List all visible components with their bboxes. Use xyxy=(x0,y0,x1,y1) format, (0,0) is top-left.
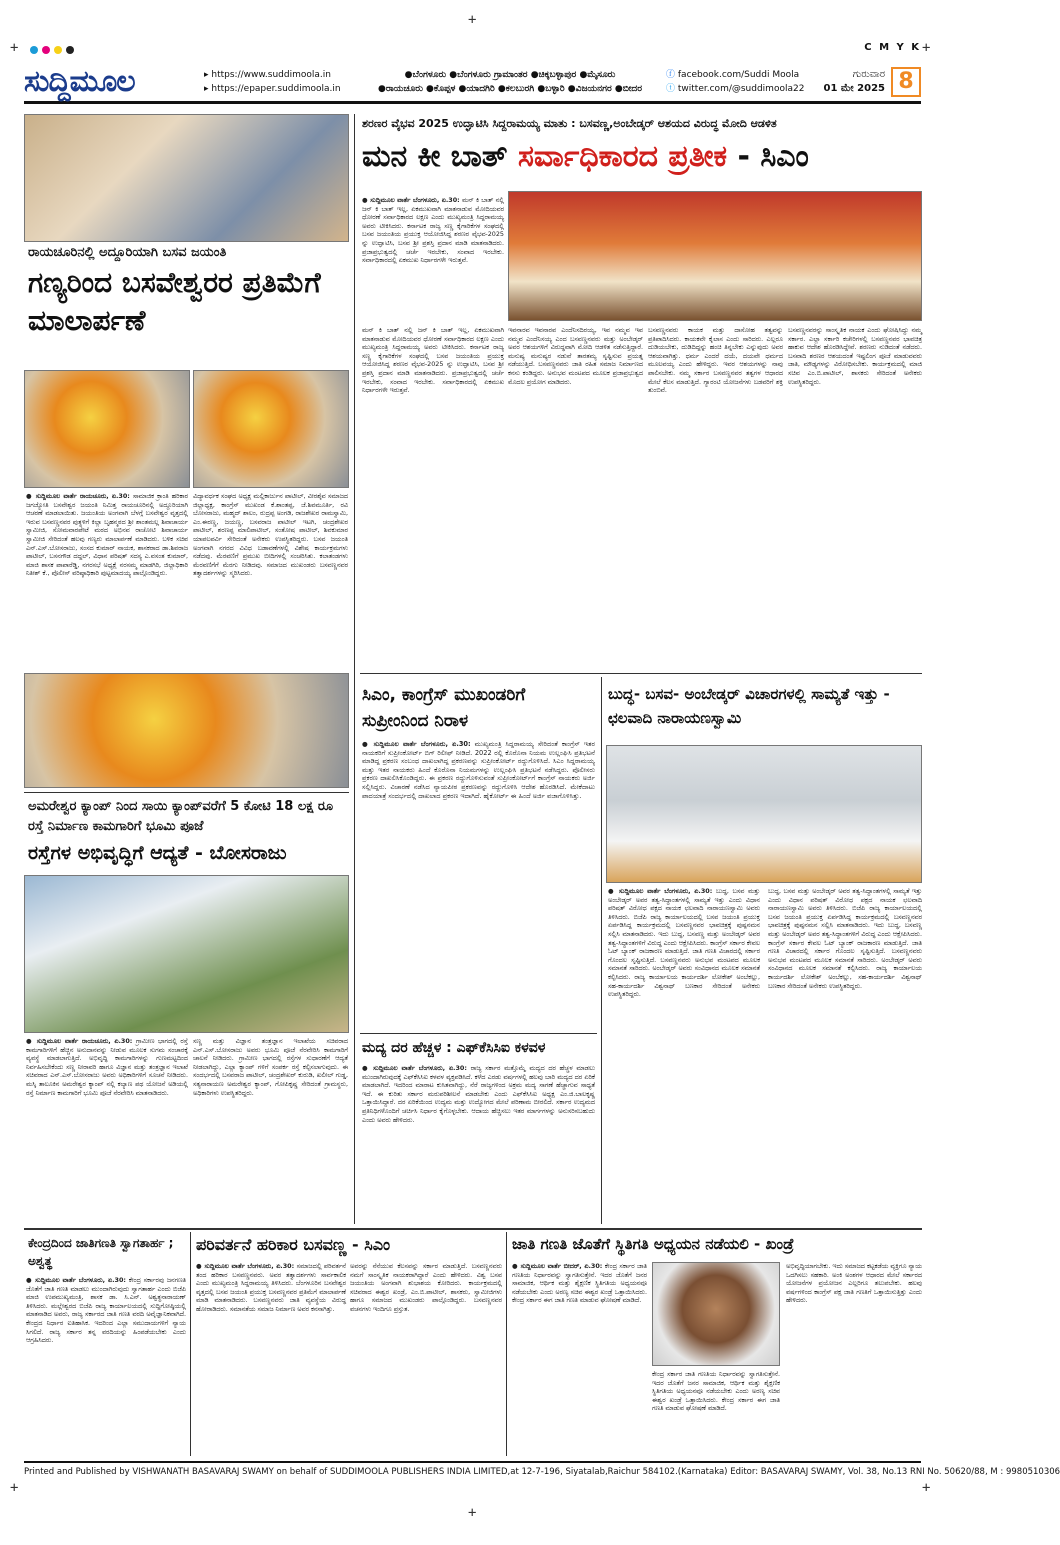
story6-headline: ಬುದ್ಧ- ಬಸವ- ಅಂಬೇಡ್ಕರ್ ವಿಚಾರಗಳಲ್ಲಿ ಸಾಮ್ಯತೆ ಇತ್ತು - ಛಲವಾದಿ ನಾರಾಯಣಸ್ವಾಮಿ xyxy=(608,685,890,727)
story8-headline: ಪರಿವರ್ತನೆ ಹರಿಕಾರ ಬಸವಣ್ಣ - ಸಿಎಂ xyxy=(196,1235,391,1254)
black-dot xyxy=(66,46,74,54)
logo: ಸುದ್ದಿಮೂಲ xyxy=(24,64,135,99)
website-link[interactable]: ▸ https://www.suddimoola.in xyxy=(204,69,331,80)
page-number: 8 xyxy=(891,67,921,97)
road-bhoomi-pooja-photo xyxy=(24,875,349,1033)
story9-body-col2: ಕೇಂದ್ರ ಸರ್ಕಾರ ಜಾತಿ ಗಣತಿಯ ನಿರ್ಧಾರವನ್ನು ಸ್ವಾಗತಿಸುತ್ತೇನೆ. ಇದರ ಜೊತೆಗೆ ಜನರ ಸಾಮಾಜಿಕ, ಆರ್ಥಿಕ ಮತ್ತು ಶೈಕ್ಷಣಿಕ ಸ್ಥಿತಿಗತಿಯ ಅಧ್ಯಯನವೂ ನಡೆಯಬೇಕು ಎಂದು ಅರಣ್ಯ ಸಚಿವ ಈಶ್ವರ ಖಂಡ್ರೆ ಒತ್ತಾಯಿಸಿದರು. ಕೇಂದ್ರ ಸರ್ಕಾರ ಈಗ ಜಾತಿ ಗಣತಿ ಮಾಡುವ ಘೋಷಣೆ ಮಾಡಿದೆ. xyxy=(652,1370,780,1413)
story3-body-col3: ಬಸವಣ್ಣನವರು ಕಾಯಕ ಮತ್ತು ದಾಸೋಹ ತತ್ವವನ್ನು ಪ್ರತಿಪಾದಿಸಿದರು. ಕಾಯಕವೇ ಕೈಲಾಸ ಎಂದು ಸಾರಿದರು. ಎಲ್ಲರೂ ದುಡಿಯಬೇಕು, ದುಡಿದಿದ್ದನ್ನು ಹಂಚಿ ತಿನ್ನಬೇಕು ಎನ್ನುವುದು ಅವರ ಆಶಯವಾಗಿತ್ತು. ಧರ್ಮ ಎಂದರೆ ದಯೆ, ದಯವೇ ಧರ್ಮದ ಮೂಲವಯ್ಯ ಎಂದು ಹೇಳಿದ್ದರು. ಇವರ ಆಶಯಗಳನ್ನು ನಾವು ಪಾಲಿಸಬೇಕು. ನಮ್ಮ ಸರ್ಕಾರ ಬಸವಣ್ಣನವರ ತತ್ವಗಳ ಆಧಾರದ ಮೇಲೆ ಕೆಲಸ ಮಾಡುತ್ತಿದೆ. ಗ್ಯಾರಂಟಿ ಯೋಜನೆಗಳು ಬಡವರಿಗೆ ಶಕ್ತಿ ತುಂಬಿವೆ. xyxy=(648,326,783,395)
story4-headline: ಸಿಎಂ, ಕಾಂಗ್ರೆಸ್ ಮುಖಂಡರಿಗೆ ಸುಪ್ರೀಂನಿಂದ ನಿರಾಳ xyxy=(362,685,526,731)
story5-headline: ಮದ್ಯ ದರ ಹೆಚ್ಚಳ : ಎಫ್‌ಕೆಸಿಸಿಐ ಕಳವಳ xyxy=(362,1040,546,1056)
story2-body-col1: ● ಸುದ್ದಿಮೂಲ ವಾರ್ತೆ ರಾಯಚೂರು, ಏ.30: ಗ್ರಾಮೀಣ ಭಾಗದಲ್ಲಿ ರಸ್ತೆ ಕಾಮಗಾರಿಗಳಿಗೆ ಹೆಚ್ಚಿನ ಅನುದಾನವನ್ನು ನೀಡುವ ಮೂಲಕ ಸುಗಮ ಸಂಚಾರಕ್ಕೆ ವ್ಯವಸ್ಥೆ ಮಾಡಲಾಗುತ್ತಿದೆ. ಅಭಿವೃದ್ಧಿ ಕಾಮಗಾರಿಗಳನ್ನು ಗುಣಮಟ್ಟದಿಂದ ನಿರ್ವಹಿಸಬೇಕೆಂದು ಸಣ್ಣ ನೀರಾವರಿ ಹಾಗೂ ವಿಜ್ಞಾನ ಮತ್ತು ತಂತ್ರಜ್ಞಾನ ಇಲಾಖೆ ಸಚಿವರಾದ ಎನ್.ಎಸ್.ಬೋಸರಾಜು ಅವರು ಅಧಿಕಾರಿಗಳಿಗೆ ಸೂಚನೆ ನೀಡಿದರು. ಮಸ್ಕಿ ತಾಲೂಕಿನ ಅಮರೇಶ್ವರ ಕ್ಯಾಂಪ್ ನಲ್ಲಿ ಕಲ್ಯಾಣ ಪಥ ಯೋಜನೆ ಅಡಿಯಲ್ಲಿ ರಸ್ತೆ ನಿರ್ಮಾಣ ಕಾಮಗಾರಿಗೆ ಭೂಮಿ ಪೂಜೆ ನೆರವೇರಿಸಿ ಮಾತನಾಡಿದರು. xyxy=(26,1037,188,1097)
yellow-dot xyxy=(54,46,62,54)
story8-body-col1: ● ಸುದ್ದಿಮೂಲ ವಾರ್ತೆ ಬೆಂಗಳೂರು, ಏ.30: ಸಮಾಜದಲ್ಲಿ ಪರಿವರ್ತನೆ ತಂದ ಹರಿಕಾರ ಬಸವಣ್ಣನವರು. ಅವರ ತತ್ವಾದರ್ಶಗಳು ಸಾರ್ವಕಾಲಿಕ ಎಂದು ಮುಖ್ಯಮಂತ್ರಿ ಸಿದ್ದರಾಮಯ್ಯ ತಿಳಿಸಿದರು. ಬೆಂಗಳೂರಿನ ಬಸವೇಶ್ವರ ವೃತ್ತದಲ್ಲಿ ಬಸವ ಜಯಂತಿ ಪ್ರಯುಕ್ತ ಬಸವಣ್ಣನವರ ಪ್ರತಿಮೆಗೆ ಮಾಲಾರ್ಪಣೆ ಮಾಡಿ ಮಾತನಾಡಿದರು. ಬಸವಣ್ಣನವರು ಜಾತಿ ವ್ಯವಸ್ಥೆಯ ವಿರುದ್ಧ ಹೋರಾಡಿದರು. ಸಮಾನತೆಯ ಸಮಾಜ ನಿರ್ಮಾಣ ಅವರ ಕನಸಾಗಿತ್ತು. xyxy=(196,1262,346,1313)
facebook-icon: ⓕ xyxy=(666,69,676,80)
issue-date: ಗುರುವಾರ 01 ಮೇ 2025 xyxy=(823,68,885,94)
twitter-link[interactable]: ⓣ twitter.com/@suddimoola22 xyxy=(666,83,805,94)
story3-body-col0: ● ಸುದ್ದಿಮೂಲ ವಾರ್ತೆ ಬೆಂಗಳೂರು, ಏ.30: ಮನ್ ಕಿ ಬಾತ್ ನಲ್ಲಿ ಜನ್ ಕಿ ಬಾತ್ ಇಲ್ಲ, ಏಕಮುಖವಾಗಿ ಮಾತನಾಡುವ ಮೋದಿಯವರ ಧೋರಣೆ ಸರ್ವಾಧಿಕಾರದ ಲಕ್ಷಣ ಎಂದು ಮುಖ್ಯಮಂತ್ರಿ ಸಿದ್ದರಾಮಯ್ಯ ಅವರು ಟೀಕಿಸಿದರು. ಕರ್ನಾಟಕ ರಾಜ್ಯ ಸಣ್ಣ ಕೈಗಾರಿಕೆಗಳ ಸಂಘದಲ್ಲಿ ಬಸವ ಜಯಂತಿಯ ಪ್ರಯುಕ್ತ ಆಯೋಜಿಸಿದ್ದ ಶರಣರ ವೈಭವ-2025 ನ್ನು ಉದ್ಘಾಟಿಸಿ, ಬಸವ ಶ್ರೀ ಪ್ರಶಸ್ತಿ ಪ್ರದಾನ ಮಾಡಿ ಮಾತನಾಡಿದರು. ಪ್ರಜಾಪ್ರಭುತ್ವದಲ್ಲಿ ಚರ್ಚೆ ಇರಬೇಕು, ಸಂವಾದ ಇರಬೇಕು. ಸರ್ವಾಧಿಕಾರದಲ್ಲಿ ಏಕಮುಖ ನಿರ್ಧಾರಗಳೇ ಇರುತ್ತವೆ. xyxy=(362,196,504,265)
cyan-dot xyxy=(30,46,38,54)
basava-jayanti-group-photo xyxy=(24,114,349,242)
story3-body-col1: ಮನ್ ಕಿ ಬಾತ್ ನಲ್ಲಿ ಜನ್ ಕಿ ಬಾತ್ ಇಲ್ಲ, ಏಕಮುಖವಾಗಿ ಮಾತನಾಡುವ ಮೋದಿಯವರ ಧೋರಣೆ ಸರ್ವಾಧಿಕಾರದ ಲಕ್ಷಣ ಎಂದು ಮುಖ್ಯಮಂತ್ರಿ ಸಿದ್ದರಾಮಯ್ಯ ಅವರು ಟೀಕಿಸಿದರು. ಕರ್ನಾಟಕ ರಾಜ್ಯ ಸಣ್ಣ ಕೈಗಾರಿಕೆಗಳ ಸಂಘದಲ್ಲಿ ಬಸವ ಜಯಂತಿಯ ಪ್ರಯುಕ್ತ ಆಯೋಜಿಸಿದ್ದ ಶರಣರ ವೈಭವ-2025 ನ್ನು ಉದ್ಘಾಟಿಸಿ, ಬಸವ ಶ್ರೀ ಪ್ರಶಸ್ತಿ ಪ್ರದಾನ ಮಾಡಿ ಮಾತನಾಡಿದರು. ಪ್ರಜಾಪ್ರಭುತ್ವದಲ್ಲಿ ಚರ್ಚೆ ಇರಬೇಕು, ಸಂವಾದ ಇರಬೇಕು. ಸರ್ವಾಧಿಕಾರದಲ್ಲಿ ಏಕಮುಖ ನಿರ್ಧಾರಗಳೇ ಇರುತ್ತವೆ. xyxy=(362,326,504,395)
registration-mark: + xyxy=(10,1480,19,1496)
web-links xyxy=(204,68,354,96)
statue-garland-photo-2 xyxy=(193,370,349,488)
story1-kicker: ರಾಯಚೂರಿನಲ್ಲಿ ಅದ್ದೂರಿಯಾಗಿ ಬಸವ ಜಯಂತಿ xyxy=(28,245,227,260)
edition-cities: ●ಬೆಂಗಳೂರು ●ಬೆಂಗಳೂರು ಗ್ರಾಮಾಂತರ ●ಚಿಕ್ಕಬಳ್ಳಾಪುರ ●ಮೈಸೂರು ●ರಾಯಚೂರು ●ಕೊಪ್ಪಳ ●ಯಾದಗಿರಿ ●ಕಲಬುರಗಿ ●ಬಳ್ಳಾರಿ ●ವಿಜಯನಗರ ●ಬೀದರ xyxy=(377,69,642,94)
story2-body-col2: ಸಣ್ಣ ಮತ್ತು ವಿಜ್ಞಾನ ತಂತ್ರಜ್ಞಾನ ಇಲಾಖೆಯ ಸಚಿವರಾದ ಎನ್.ಎಸ್.ಬೋಸರಾಜು ಅವರು ಭೂಮಿ ಪೂಜೆ ನೆರವೇರಿಸಿ ಕಾಮಗಾರಿಗೆ ಚಾಲನೆ ನೀಡಿದರು. ಗ್ರಾಮೀಣ ಭಾಗದಲ್ಲಿ ರಸ್ತೆಗಳ ಸುಧಾರಣೆಗೆ ಆದ್ಯತೆ ನೀಡಲಾಗಿದ್ದು, ಎಲ್ಲಾ ಕ್ಯಾಂಪ್ ಗಳಿಗೆ ಸಂಪರ್ಕ ರಸ್ತೆ ಕಲ್ಪಿಸಲಾಗುವುದು. ಈ ಸಂದರ್ಭದಲ್ಲಿ ಬಸವರಾಜ ಪಾಟೀಲ್, ಚಂದ್ರಶೇಖರ್ ಕುರುಡಿ, ಖಲೀಲ್ ಗುಡ್ಡ, ಸತ್ಯನಾರಾಯಣ ಅಮರೇಶ್ವರ ಕ್ಯಾಂಪ್, ಗೋಪಿಕೃಷ್ಣ ಸೇರಿದಂತೆ ಗ್ರಾಮಸ್ಥರು, ಅಧಿಕಾರಿಗಳು ಉಪಸ್ಥಿತರಿದ್ದರು. xyxy=(193,1037,348,1097)
story3-body-col4: ಬಸವಣ್ಣನವರನ್ನು ಸಾಂಸ್ಕೃತಿಕ ನಾಯಕ ಎಂದು ಘೋಷಿಸಿದ್ದು ನಮ್ಮ ಸರ್ಕಾರ. ಎಲ್ಲಾ ಸರ್ಕಾರಿ ಕಚೇರಿಗಳಲ್ಲಿ ಬಸವಣ್ಣನವರ ಭಾವಚಿತ್ರ ಹಾಕುವ ಆದೇಶ ಹೊರಡಿಸಿದ್ದೇವೆ. ಶರಣರು ನುಡಿದಂತೆ ನಡೆದರು. ಬಸವಾದಿ ಶರಣರ ಆಶಯದಂತೆ ಇಷ್ಟಲಿಂಗ ಪೂಜೆ ಮಾಡುವವರು ಜಾತಿ, ಮೌಢ್ಯಗಳನ್ನು ವಿರೋಧಿಸಬೇಕು. ಕಾರ್ಯಕ್ರಮದಲ್ಲಿ ಮಾಜಿ ಸಚಿವ ಎಂ.ಬಿ.ಪಾಟೀಲ್, ಶಾಸಕರು ಸೇರಿದಂತೆ ಅನೇಕರು ಉಪಸ್ಥಿತರಿದ್ದರು. xyxy=(788,326,922,386)
story6-body-col2: ಬುದ್ಧ, ಬಸವ ಮತ್ತು ಅಂಬೇಡ್ಕರ್ ಅವರ ತತ್ವ-ಸಿದ್ಧಾಂತಗಳಲ್ಲಿ ಸಾಮ್ಯತೆ ಇತ್ತು ಎಂದು ವಿಧಾನ ಪರಿಷತ್ ವಿರೋಧ ಪಕ್ಷದ ನಾಯಕ ಛಲವಾದಿ ನಾರಾಯಣಸ್ವಾಮಿ ಅವರು ತಿಳಿಸಿದರು. ಬಿಜೆಪಿ ರಾಜ್ಯ ಕಾರ್ಯಾಲಯದಲ್ಲಿ ಬಸವ ಜಯಂತಿ ಪ್ರಯುಕ್ತ ಏರ್ಪಡಿಸಿದ್ದ ಕಾರ್ಯಕ್ರಮದಲ್ಲಿ ಬಸವಣ್ಣನವರ ಭಾವಚಿತ್ರಕ್ಕೆ ಪುಷ್ಪನಮನ ಸಲ್ಲಿಸಿ ಮಾತನಾಡಿದರು. ಇದು ಬುದ್ಧ, ಬಸವಣ್ಣ ಮತ್ತು ಅಂಬೇಡ್ಕರ್ ಅವರ ತತ್ವ-ಸಿದ್ಧಾಂತಗಳಿಗೆ ವಿರುದ್ಧ ಎಂದು ಆಕ್ಷೇಪಿಸಿದರು. ಕಾಂಗ್ರೆಸ್ ಸರ್ಕಾರ ಕೇವಲ ಓಟ್ ಬ್ಯಾಂಕ್ ರಾಜಕಾರಣ ಮಾಡುತ್ತಿದೆ. ಜಾತಿ ಗಣತಿ ವಿಚಾರದಲ್ಲಿ ಸರ್ಕಾರ ಗೊಂದಲ ಸೃಷ್ಟಿಸುತ್ತಿದೆ. ಬಸವಣ್ಣನವರು ಅನುಭವ ಮಂಟಪದ ಮೂಲಕ ಸಮಾನತೆ ಸಾರಿದರು. ಅಂಬೇಡ್ಕರ್ ಅವರು ಸಂವಿಧಾನದ ಮೂಲಕ ಸಮಾನತೆ ಕಲ್ಪಿಸಿದರು. ರಾಜ್ಯ ಕಾರ್ಯಾಲಯ ಕಾರ್ಯದರ್ಶಿ ಲೋಕೇಶ್ ಅಂಬೆಕಲ್ಲು, ಸಹ-ಕಾರ್ಯದರ್ಶಿ ವಿಶ್ವನಾಥ್ ಬಣಕಾರ ಸೇರಿದಂತೆ ಅನೇಕರು ಉಪಸ್ಥಿತರಿದ್ದರು. xyxy=(768,887,922,990)
story9-headline: ಜಾತಿ ಗಣತಿ ಜೊತೆಗೆ ಸ್ಥಿತಿಗತಿ ಅಧ್ಯಯನ ನಡೆಯಲಿ - ಖಂಡ್ರೆ xyxy=(512,1235,794,1253)
imprint-line: Printed and Published by VISHWANATH BASAVARAJ SWAMY on behalf of SUDDIMOOLA PUBLISHERS INDIA LIMITED,at 12-7-196, Siyatalab,Raichur 584102.(Karnataka) Editor: BASAVARAJ SWAMY, Vol. 38, No.13 RNI No. 50620/88, M : 9980510306 xyxy=(24,1461,921,1477)
story1-body-col1: ● ಸುದ್ದಿಮೂಲ ವಾರ್ತೆ ರಾಯಚೂರು, ಏ.30: ಸಾಮಾಜಿಕ ಕ್ರಾಂತಿ ಹರಿಕಾರ ಜಗಜ್ಯೋತಿ ಬಸವೇಶ್ವರ ಜಯಂತಿ ನಿಮಿತ್ತ ರಾಯಚೂರಿನಲ್ಲಿ ಅದ್ದೂರಿಯಾಗಿ ಆಚರಣೆ ಮಾಡಲಾಯಿತು. ಜಯಂತಿಯ ಅಂಗವಾಗಿ ಬೆಳಗ್ಗೆ ಬಸವೇಶ್ವರ ವೃತ್ತದಲ್ಲಿ ಇರುವ ಬಸವಣ್ಣನವರ ಪುತ್ಥಳಿಗೆ ಕಿಲ್ಲಾ ಬೃಹನ್ಮಠದ ಶ್ರೀ ಶಾಂತಮಲ್ಲ ಶಿವಾಚಾರ್ಯ ಸ್ವಾಮೀಜಿ, ಸೋಮವಾರಪೇಟೆ ಮಠದ ಅಭಿನವ ರಾಚೋಟಿ ಶಿವಾಚಾರ್ಯ ಸ್ವಾಮೀಜಿ ಸೇರಿದಂತೆ ಹಲವು ಗಣ್ಯರು ಮಾಲಾರ್ಪಣೆ ಮಾಡಿದರು. ಬಳಿಕ ಸಚಿವ ಎನ್.ಎಸ್.ಬೋಸರಾಜು, ಸಂಸದ ಕುಮಾರ್ ನಾಯಕ, ಶಾಸಕರಾದ ಡಾ.ಶಿವರಾಜ ಪಾಟೀಲ್, ಬಸನಗೌಡ ದದ್ದಲ್, ವಿಧಾನ ಪರಿಷತ್ ಸದಸ್ಯ ಎ.ವಸಂತ ಕುಮಾರ್, ಮಾಜಿ ಶಾಸಕ ಪಾಪಾರೆಡ್ಡಿ, ನಗರಸಭೆ ಅಧ್ಯಕ್ಷೆ ನರಸಮ್ಮ ಮಾಡಗಿರಿ, ಜಿಲ್ಲಾಧಿಕಾರಿ ನಿತೀಶ್ ಕೆ., ಪೊಲೀಸ್ ವರಿಷ್ಠಾಧಿಕಾರಿ ಪುಟ್ಟಮಾದಯ್ಯ ಪಾಲ್ಗೊಂಡಿದ್ದರು. xyxy=(26,492,188,578)
story9-body-col3: ಅಭಿವೃದ್ಧಿಯಾಗಬೇಕು. ಇದು ಸಮಾಜದ ಕಟ್ಟಕಡೆಯ ವ್ಯಕ್ತಿಗೂ ನ್ಯಾಯ ಒದಗಿಸಲು ಸಹಕಾರಿ. ಅಂಕಿ ಅಂಶಗಳ ಆಧಾರದ ಮೇಲೆ ಸರ್ಕಾರದ ಯೋಜನೆಗಳ ಪ್ರಯೋಜನ ಎಲ್ಲರಿಗೂ ತಲುಪಬೇಕು. ಹಲವು ವರ್ಷಗಳಿಂದ ಕಾಂಗ್ರೆಸ್ ಪಕ್ಷ ಜಾತಿ ಗಣತಿಗೆ ಒತ್ತಾಯಿಸುತ್ತಿತ್ತು ಎಂದು ಹೇಳಿದರು. xyxy=(786,1262,922,1305)
masthead xyxy=(24,62,921,104)
twitter-icon: ⓣ xyxy=(666,83,676,94)
registration-mark: + xyxy=(468,1505,477,1521)
story6-body-col1: ● ಸುದ್ದಿಮೂಲ ವಾರ್ತೆ ಬೆಂಗಳೂರು, ಏ.30: ಬುದ್ಧ, ಬಸವ ಮತ್ತು ಅಂಬೇಡ್ಕರ್ ಅವರ ತತ್ವ-ಸಿದ್ಧಾಂತಗಳಲ್ಲಿ ಸಾಮ್ಯತೆ ಇತ್ತು ಎಂದು ವಿಧಾನ ಪರಿಷತ್ ವಿರೋಧ ಪಕ್ಷದ ನಾಯಕ ಛಲವಾದಿ ನಾರಾಯಣಸ್ವಾಮಿ ಅವರು ತಿಳಿಸಿದರು. ಬಿಜೆಪಿ ರಾಜ್ಯ ಕಾರ್ಯಾಲಯದಲ್ಲಿ ಬಸವ ಜಯಂತಿ ಪ್ರಯುಕ್ತ ಏರ್ಪಡಿಸಿದ್ದ ಕಾರ್ಯಕ್ರಮದಲ್ಲಿ ಬಸವಣ್ಣನವರ ಭಾವಚಿತ್ರಕ್ಕೆ ಪುಷ್ಪನಮನ ಸಲ್ಲಿಸಿ ಮಾತನಾಡಿದರು. ಇದು ಬುದ್ಧ, ಬಸವಣ್ಣ ಮತ್ತು ಅಂಬೇಡ್ಕರ್ ಅವರ ತತ್ವ-ಸಿದ್ಧಾಂತಗಳಿಗೆ ವಿರುದ್ಧ ಎಂದು ಆಕ್ಷೇಪಿಸಿದರು. ಕಾಂಗ್ರೆಸ್ ಸರ್ಕಾರ ಕೇವಲ ಓಟ್ ಬ್ಯಾಂಕ್ ರಾಜಕಾರಣ ಮಾಡುತ್ತಿದೆ. ಜಾತಿ ಗಣತಿ ವಿಚಾರದಲ್ಲಿ ಸರ್ಕಾರ ಗೊಂದಲ ಸೃಷ್ಟಿಸುತ್ತಿದೆ. ಬಸವಣ್ಣನವರು ಅನುಭವ ಮಂಟಪದ ಮೂಲಕ ಸಮಾನತೆ ಸಾರಿದರು. ಅಂಬೇಡ್ಕರ್ ಅವರು ಸಂವಿಧಾನದ ಮೂಲಕ ಸಮಾನತೆ ಕಲ್ಪಿಸಿದರು. ರಾಜ್ಯ ಕಾರ್ಯಾಲಯ ಕಾರ್ಯದರ್ಶಿ ಲೋಕೇಶ್ ಅಂಬೆಕಲ್ಲು, ಸಹ-ಕಾರ್ಯದರ್ಶಿ ವಿಶ್ವನಾಥ್ ಬಣಕಾರ ಸೇರಿದಂತೆ ಅನೇಕರು ಉಪಸ್ಥಿತರಿದ್ದರು. xyxy=(608,887,760,999)
story8-body-col2: ಅವರನ್ನು ನೆನೆಯುವ ಕೆಲಸವನ್ನು ಸರ್ಕಾರ ಮಾಡುತ್ತಿದೆ. ಬಸವಣ್ಣನವರು ನಮಗೆ ಸಾಂಸ್ಕೃತಿಕ ನಾಯಕರಾಗಿದ್ದಾರೆ ಎಂದು ಹೇಳಿದರು. ವಿಶ್ವ ಬಸವ ಜಯಂತಿಯ ಅಂಗವಾಗಿ ಶುಭಾಶಯ ಕೋರಿದರು. ಕಾರ್ಯಕ್ರಮದಲ್ಲಿ ಸಚಿವರಾದ ಈಶ್ವರ ಖಂಡ್ರೆ, ಎಂ.ಬಿ.ಪಾಟೀಲ್, ಶಾಸಕರು, ಸ್ವಾಮೀಜಿಗಳು ಹಾಗೂ ಸಮಾಜದ ಮುಖಂಡರು ಪಾಲ್ಗೊಂಡಿದ್ದರು. ಬಸವಣ್ಣನವರ ವಚನಗಳು ಇಂದಿಗೂ ಪ್ರಸ್ತುತ. xyxy=(350,1262,502,1313)
story1-body-col2: ವಿದ್ಯಾವರ್ಧಕ ಸಂಘದ ಅಧ್ಯಕ್ಷ ಮಲ್ಲಿಕಾರ್ಜುನ ಪಾಟೀಲ್, ವೀರಶೈವ ಸಮಾಜದ ಜಿಲ್ಲಾಧ್ಯಕ್ಷ, ಕಾಂಗ್ರೆಸ್ ಮುಖಂಡ ಕೆ.ಶಾಂತಪ್ಪ, ಜೆ.ಶಿವಮೂರ್ತಿ, ರವಿ ಬೋಸರಾಜು, ಮಹ್ಮದ್ ಶಾಲಂ, ರುದ್ರಪ್ಪ ಅಂಗಡಿ, ರಾಜಶೇಖರ ರಾಮಸ್ವಾಮಿ, ಎಂ.ಈರಣ್ಣ, ಜಯಣ್ಣ, ಬಸವರಾಜ ಪಾಟೀಲ್ ಇಟಗಿ, ಚಂದ್ರಶೇಖರ ಪಾಟೀಲ್, ಶರಣಪ್ಪ ಮಾಲಿಪಾಟೀಲ್, ಸಂತೋಷ ಪಾಟೀಲ್, ಶಿವಕುಮಾರ ಯಾಪಲಪರ್ವಿ ಸೇರಿದಂತೆ ಅನೇಕರು ಉಪಸ್ಥಿತರಿದ್ದರು. ಬಸವ ಜಯಂತಿ ಅಂಗವಾಗಿ ನಗರದ ವಿವಿಧ ಬಡಾವಣೆಗಳಲ್ಲಿ ವಿಶೇಷ ಕಾರ್ಯಕ್ರಮಗಳು ನಡೆದವು. ಮೆರವಣಿಗೆ ಪ್ರಮುಖ ಬೀದಿಗಳಲ್ಲಿ ಸಂಚರಿಸಿತು. ಕಲಾತಂಡಗಳು ಮೆರವಣಿಗೆಗೆ ಮೆರಗು ನೀಡಿದವು. ಸಮಾಜದ ಮುಖಂಡರು ಬಸವಣ್ಣನವರ ತತ್ವಾದರ್ಶಗಳನ್ನು ಸ್ಮರಿಸಿದರು. xyxy=(193,492,348,578)
social-links xyxy=(666,68,821,96)
color-dots xyxy=(30,46,74,54)
statue-garland-photo-3 xyxy=(24,673,349,788)
story3-kicker: ಶರಣರ ವೈಭವ 2025 ಉದ್ಘಾಟಿಸಿ ಸಿದ್ದರಾಮಯ್ಯ ಮಾತು : ಬಸವಣ್ಣ,ಅಂಬೇಡ್ಕರ್ ಆಶಯದ ವಿರುದ್ಧ ಮೋದಿ ಆಡಳಿತ xyxy=(362,117,777,130)
story2-kicker: ಅಮರೇಶ್ವರ ಕ್ಯಾಂಪ್ ನಿಂದ ಸಾಯಿ ಕ್ಯಾಂಪ್‌ವರೆಗೆ 5 ಕೋಟಿ 18 ಲಕ್ಷ ರೂ ರಸ್ತೆ ನಿರ್ಮಾಣ ಕಾಮಗಾರಿಗೆ ಭೂಮಿ ಪೂಜೆ xyxy=(28,799,334,834)
khandre-portrait-photo xyxy=(652,1262,780,1366)
cmyk-label: C M Y K xyxy=(864,42,921,53)
magenta-dot xyxy=(42,46,50,54)
story7-headline: ಕೇಂದ್ರದಿಂದ ಜಾತಿಗಣತಿ ಸ್ವಾಗತಾರ್ಹ ; ಅಶ್ವತ್ಥ xyxy=(28,1236,174,1268)
story3-headline: ಮನ ಕೀ ಬಾತ್ ಸರ್ವಾಧಿಕಾರದ ಪ್ರತೀಕ - ಸಿಎಂ xyxy=(362,139,809,174)
story9-body-col1: ● ಸುದ್ದಿಮೂಲ ವಾರ್ತೆ ಬೀದರ್, ಏ.30: ಕೇಂದ್ರ ಸರ್ಕಾರ ಜಾತಿ ಗಣತಿಯ ನಿರ್ಧಾರವನ್ನು ಸ್ವಾಗತಿಸುತ್ತೇನೆ. ಇದರ ಜೊತೆಗೆ ಜನರ ಸಾಮಾಜಿಕ, ಆರ್ಥಿಕ ಮತ್ತು ಶೈಕ್ಷಣಿಕ ಸ್ಥಿತಿಗತಿಯ ಅಧ್ಯಯನವೂ ನಡೆಯಬೇಕು ಎಂದು ಅರಣ್ಯ ಸಚಿವ ಈಶ್ವರ ಖಂಡ್ರೆ ಒತ್ತಾಯಿಸಿದರು. ಕೇಂದ್ರ ಸರ್ಕಾರ ಈಗ ಜಾತಿ ಗಣತಿ ಮಾಡುವ ಘೋಷಣೆ ಮಾಡಿದೆ. xyxy=(512,1262,647,1305)
story3-body-col2: ಇವನಾರವ ಇವನಾರವ ಎಂದೆನಿಸದಿರಯ್ಯ, ಇವ ನಮ್ಮವ ಇವ ನಮ್ಮವ ಎಂದೆನಿಸಯ್ಯ ಎಂದ ಬಸವಣ್ಣನವರು ಮತ್ತು ಅಂಬೇಡ್ಕರ್ ಅವರ ಆಶಯಗಳಿಗೆ ವಿರುದ್ಧವಾಗಿ ಮೋದಿ ಆಡಳಿತ ನಡೆಸುತ್ತಿದ್ದಾರೆ. ಮನುಷ್ಯ ಮನುಷ್ಯರ ನಡುವೆ ತಾರತಮ್ಯ ಸೃಷ್ಟಿಸುವ ಪ್ರಯತ್ನ ನಡೆಯುತ್ತಿದೆ. ಬಸವಣ್ಣನವರು ಜಾತಿ ರಹಿತ ಸಮಾಜ ನಿರ್ಮಾಣದ ಕನಸು ಕಂಡಿದ್ದರು. ಅನುಭವ ಮಂಟಪದ ಮೂಲಕ ಪ್ರಜಾಪ್ರಭುತ್ವದ ಮೊದಲ ಪ್ರಯೋಗ ಮಾಡಿದರು. xyxy=(508,326,643,386)
epaper-link[interactable]: ▸ https://epaper.suddimoola.in xyxy=(204,83,341,94)
registration-mark: + xyxy=(922,40,931,56)
story7-body: ● ಸುದ್ದಿಮೂಲ ವಾರ್ತೆ ಬೆಂಗಳೂರು, ಏ.30: ಕೇಂದ್ರ ಸರ್ಕಾರವು ಜನಗಣತಿ ಜೊತೆಗೆ ಜಾತಿ ಗಣತಿ ಮಾಡಲು ಮುಂದಾಗಿರುವುದು ಸ್ವಾಗತಾರ್ಹ ಎಂದು ಬಿಜೆಪಿ ಮಾಜಿ ಉಪಮುಖ್ಯಮಂತ್ರಿ, ಶಾಸಕ ಡಾ. ಸಿ.ಎನ್. ಅಶ್ವತ್ಥನಾರಾಯಣ್ ತಿಳಿಸಿದರು. ಮಲ್ಲೇಶ್ವರದ ಬಿಜೆಪಿ ರಾಜ್ಯ ಕಾರ್ಯಾಲಯದಲ್ಲಿ ಸುದ್ದಿಗೋಷ್ಠಿಯಲ್ಲಿ ಮಾತನಾಡಿದ ಅವರು, ರಾಜ್ಯ ಸರ್ಕಾರದ ಜಾತಿ ಗಣತಿ ವರದಿ ಅವೈಜ್ಞಾನಿಕವಾಗಿದೆ. ಕೇಂದ್ರದ ನಿರ್ಧಾರ ಐತಿಹಾಸಿಕ. ಇದರಿಂದ ಎಲ್ಲಾ ಸಮುದಾಯಗಳಿಗೆ ನ್ಯಾಯ ಸಿಗಲಿದೆ. ರಾಜ್ಯ ಸರ್ಕಾರ ತನ್ನ ವರದಿಯನ್ನು ಹಿಂಪಡೆಯಬೇಕು ಎಂದು ಆಗ್ರಹಿಸಿದರು. xyxy=(26,1276,186,1345)
statue-garland-photo-1 xyxy=(24,370,190,488)
registration-mark: + xyxy=(468,12,477,28)
story2-headline: ರಸ್ತೆಗಳ ಅಭಿವೃದ್ಧಿಗೆ ಆದ್ಯತೆ - ಬೋಸರಾಜು xyxy=(28,842,287,864)
sharanara-vaibhava-stage-photo xyxy=(508,191,922,321)
registration-mark: + xyxy=(10,40,19,56)
facebook-link[interactable]: ⓕ facebook.com/Suddi Moola xyxy=(666,69,800,80)
basava-portrait-tribute-photo xyxy=(606,745,922,883)
registration-mark: + xyxy=(922,1480,931,1496)
story5-body: ● ಸುದ್ದಿಮೂಲ ವಾರ್ತೆ ಬೆಂಗಳೂರು, ಏ.30: ರಾಜ್ಯ ಸರ್ಕಾರ ಮತ್ತೊಮ್ಮೆ ಮದ್ಯದ ದರ ಹೆಚ್ಚಳ ಮಾಡಲು ಮುಂದಾಗಿರುವುದಕ್ಕೆ ಎಫ್‌ಕೆಸಿಸಿಐ ಕಳವಳ ವ್ಯಕ್ತಪಡಿಸಿದೆ. ಕಳೆದ ಎರಡು ವರ್ಷಗಳಲ್ಲಿ ಹಲವು ಬಾರಿ ಮದ್ಯದ ದರ ಏರಿಕೆ ಮಾಡಲಾಗಿದೆ. ಇದರಿಂದ ಮಾರಾಟ ಕುಸಿತವಾಗಿದ್ದು, ನೆರೆ ರಾಜ್ಯಗಳಿಂದ ಅಕ್ರಮ ಮದ್ಯ ಸಾಗಣೆ ಹೆಚ್ಚಾಗುವ ಸಾಧ್ಯತೆ ಇದೆ. ಈ ಕುರಿತು ಸರ್ಕಾರ ಮರುಪರಿಶೀಲನೆ ಮಾಡಬೇಕು ಎಂದು ಎಫ್‌ಕೆಸಿಸಿಐ ಅಧ್ಯಕ್ಷ ಎಂ.ಜಿ.ಬಾಲಕೃಷ್ಣ ಒತ್ತಾಯಿಸಿದ್ದಾರೆ. ದರ ಏರಿಕೆಯಿಂದ ಉದ್ಯಮ ಮತ್ತು ಉದ್ಯೋಗದ ಮೇಲೆ ಪರಿಣಾಮ ಬೀರಲಿದೆ. ಸರ್ಕಾರ ಉದ್ಯಮದ ಪ್ರತಿನಿಧಿಗಳೊಂದಿಗೆ ಚರ್ಚಿಸಿ ನಿರ್ಧಾರ ಕೈಗೊಳ್ಳಬೇಕು. ಆದಾಯ ಹೆಚ್ಚಿಸಲು ಇತರ ಮಾರ್ಗಗಳನ್ನು ಅನುಸರಿಸಬಹುದು ಎಂದು ಅವರು ಹೇಳಿದರು. xyxy=(362,1064,595,1124)
story4-body: ● ಸುದ್ದಿಮೂಲ ವಾರ್ತೆ ಬೆಂಗಳೂರು, ಏ.30: ಮುಖ್ಯಮಂತ್ರಿ ಸಿದ್ದರಾಮಯ್ಯ ಸೇರಿದಂತೆ ಕಾಂಗ್ರೆಸ್ ಇತರ ನಾಯಕರಿಗೆ ಸುಪ್ರೀಂಕೋರ್ಟ್ ಬಿಗ್ ರಿಲೀಫ್ ನೀಡಿದೆ. 2022 ರಲ್ಲಿ ಕೊರೊನಾ ನಿಯಮ ಉಲ್ಲಂಘಿಸಿ ಪ್ರತಿಭಟನೆ ಮಾಡಿದ್ದ ಪ್ರಕರಣ ಸಂಬಂಧ ದಾಖಲಾಗಿದ್ದ ಪ್ರಕರಣವನ್ನು ಸುಪ್ರೀಂಕೋರ್ಟ್ ರದ್ದುಗೊಳಿಸಿದೆ. ಸಿಎಂ ಸಿದ್ದರಾಮಯ್ಯ ಮತ್ತು ಇತರ ನಾಯಕರು ಹಿಂದೆ ಕೊರೊನಾ ನಿಯಮಗಳನ್ನು ಉಲ್ಲಂಘಿಸಿ ಪ್ರತಿಭಟನೆ ನಡೆಸಿದ್ದರು. ಪೊಲೀಸರು ಪ್ರಕರಣ ದಾಖಲಿಸಿಕೊಂಡಿದ್ದರು. ಈ ಪ್ರಕರಣ ರದ್ದುಗೊಳಿಸುವಂತೆ ಸುಪ್ರೀಂಕೋರ್ಟ್‌ಗೆ ಕಾಂಗ್ರೆಸ್ ನಾಯಕರು ಅರ್ಜಿ ಸಲ್ಲಿಸಿದ್ದರು. ವಿಚಾರಣೆ ನಡೆಸಿದ ನ್ಯಾಯಪೀಠ ಪ್ರಕರಣವನ್ನು ರದ್ದುಗೊಳಿಸಿ ಆದೇಶ ಹೊರಡಿಸಿದೆ. ಮೇಕೆದಾಟು ಪಾದಯಾತ್ರೆ ಸಂದರ್ಭದಲ್ಲಿ ದಾಖಲಾದ ಪ್ರಕರಣ ಇದಾಗಿದೆ. ಹೈಕೋರ್ಟ್ ಈ ಹಿಂದೆ ಅರ್ಜಿ ವಜಾಗೊಳಿಸಿತ್ತು. xyxy=(362,740,595,800)
story1-headline: ಗಣ್ಯರಿಂದ ಬಸವೇಶ್ವರರ ಪ್ರತಿಮೆಗೆ ಮಾಲಾರ್ಪಣೆ xyxy=(28,266,321,337)
